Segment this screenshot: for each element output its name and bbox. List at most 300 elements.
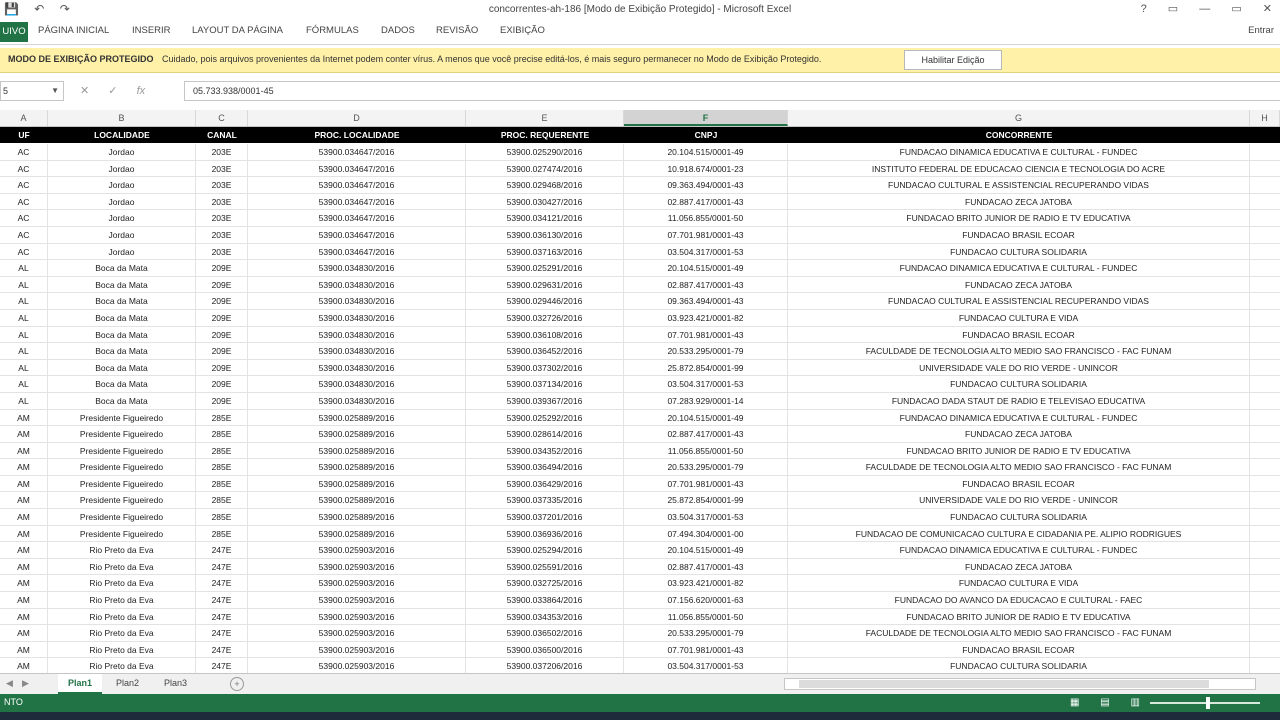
sheet-tab-bar xyxy=(0,673,1280,694)
table-row xyxy=(0,509,1280,526)
cell-localidade[interactable]: Rio Preto da Eva xyxy=(48,625,196,641)
table-row xyxy=(0,492,1280,509)
tab-file[interactable]: UIVO xyxy=(0,22,28,42)
cell-localidade[interactable]: Jordao xyxy=(48,227,196,243)
cell-cnpj[interactable]: 11.056.855/0001-50 xyxy=(624,443,788,459)
enable-editing-button[interactable]: Habilitar Edição xyxy=(904,50,1002,70)
cell-proc-localidade[interactable]: 53900.025903/2016 xyxy=(248,625,466,641)
cell-cnpj[interactable]: 03.504.317/0001-53 xyxy=(624,244,788,260)
cell-localidade[interactable]: Jordao xyxy=(48,177,196,193)
cell-concorrente[interactable]: FUNDACAO BRASIL ECOAR xyxy=(788,476,1250,492)
cell-localidade[interactable]: Rio Preto da Eva xyxy=(48,542,196,558)
tab-pagina-inicial[interactable]: PÁGINA INICIAL xyxy=(38,25,110,36)
cell-cnpj[interactable]: 07.494.304/0001-00 xyxy=(624,526,788,542)
cell-proc-requerente[interactable]: 53900.029446/2016 xyxy=(466,293,624,309)
cell-localidade[interactable]: Presidente Figueiredo xyxy=(48,426,196,442)
cell-localidade[interactable]: Boca da Mata xyxy=(48,293,196,309)
chevron-down-icon[interactable]: ▼ xyxy=(51,86,59,95)
column-header-b[interactable]: B xyxy=(48,110,196,126)
cell-localidade[interactable]: Presidente Figueiredo xyxy=(48,410,196,426)
cell-localidade[interactable]: Rio Preto da Eva xyxy=(48,642,196,658)
cell-localidade[interactable]: Rio Preto da Eva xyxy=(48,658,196,674)
table-row xyxy=(0,194,1280,211)
sheet-nav-next-icon[interactable]: ▶ xyxy=(22,678,29,688)
cell-canal[interactable]: 203E xyxy=(196,144,248,160)
enter-icon[interactable]: ✓ xyxy=(108,85,118,97)
cell-cnpj[interactable]: 03.923.421/0001-82 xyxy=(624,310,788,326)
cell-proc-localidade[interactable]: 53900.025889/2016 xyxy=(248,459,466,475)
cell-concorrente[interactable]: FUNDACAO ZECA JATOBA xyxy=(788,559,1250,575)
cell-localidade[interactable]: Presidente Figueiredo xyxy=(48,492,196,508)
cell-cnpj[interactable]: 07.156.620/0001-63 xyxy=(624,592,788,608)
cell-uf[interactable]: AM xyxy=(0,426,48,442)
cell-canal[interactable]: 203E xyxy=(196,210,248,226)
cell-canal[interactable]: 247E xyxy=(196,542,248,558)
cell-localidade[interactable]: Jordao xyxy=(48,210,196,226)
cell-proc-localidade[interactable]: 53900.034830/2016 xyxy=(248,360,466,376)
cell-canal[interactable]: 209E xyxy=(196,376,248,392)
cell-localidade[interactable]: Boca da Mata xyxy=(48,310,196,326)
cell-uf[interactable]: AL xyxy=(0,343,48,359)
column-header-e[interactable]: E xyxy=(466,110,624,126)
cell-cnpj[interactable]: 25.872.854/0001-99 xyxy=(624,360,788,376)
column-header-c[interactable]: C xyxy=(196,110,248,126)
cell-concorrente[interactable]: FUNDACAO DINAMICA EDUCATIVA E CULTURAL - FUNDEC xyxy=(788,144,1250,160)
cell-cnpj[interactable]: 02.887.417/0001-43 xyxy=(624,426,788,442)
cell-proc-localidade[interactable]: 53900.025903/2016 xyxy=(248,609,466,625)
cell-canal[interactable]: 247E xyxy=(196,625,248,641)
cell-canal[interactable]: 285E xyxy=(196,459,248,475)
cell-proc-localidade[interactable]: 53900.025889/2016 xyxy=(248,443,466,459)
cell-proc-localidade[interactable]: 53900.034830/2016 xyxy=(248,343,466,359)
table-row xyxy=(0,426,1280,443)
cell-canal[interactable]: 247E xyxy=(196,592,248,608)
cell-canal[interactable]: 209E xyxy=(196,277,248,293)
cell-proc-requerente[interactable]: 53900.037163/2016 xyxy=(466,244,624,260)
cell-uf[interactable]: AM xyxy=(0,509,48,525)
cell-concorrente[interactable]: UNIVERSIDADE VALE DO RIO VERDE - UNINCOR xyxy=(788,492,1250,508)
cell-proc-requerente[interactable]: 53900.036502/2016 xyxy=(466,625,624,641)
cell-uf[interactable]: AM xyxy=(0,410,48,426)
cell-proc-localidade[interactable]: 53900.034830/2016 xyxy=(248,260,466,276)
table-row xyxy=(0,642,1280,659)
cell-localidade[interactable]: Rio Preto da Eva xyxy=(48,575,196,591)
cell-uf[interactable]: AM xyxy=(0,592,48,608)
cell-concorrente[interactable]: FACULDADE DE TECNOLOGIA ALTO MEDIO SAO FRANCISCO - FAC FUNAM xyxy=(788,459,1250,475)
cell-concorrente[interactable]: FUNDACAO BRITO JUNIOR DE RADIO E TV EDUCATIVA xyxy=(788,443,1250,459)
cell-uf[interactable]: AM xyxy=(0,542,48,558)
cell-proc-requerente[interactable]: 53900.030427/2016 xyxy=(466,194,624,210)
cell-proc-requerente[interactable]: 53900.029468/2016 xyxy=(466,177,624,193)
table-row xyxy=(0,476,1280,493)
cell-localidade[interactable]: Boca da Mata xyxy=(48,343,196,359)
cell-cnpj[interactable]: 09.363.494/0001-43 xyxy=(624,293,788,309)
horizontal-scrollbar[interactable] xyxy=(784,678,1256,690)
cell-proc-requerente[interactable]: 53900.037206/2016 xyxy=(466,658,624,674)
cell-proc-localidade[interactable]: 53900.034647/2016 xyxy=(248,210,466,226)
cell-concorrente[interactable]: FUNDACAO DADA STAUT DE RADIO E TELEVISAO EDUCATIVA xyxy=(788,393,1250,409)
cell-proc-localidade[interactable]: 53900.034647/2016 xyxy=(248,244,466,260)
cell-proc-requerente[interactable]: 53900.028614/2016 xyxy=(466,426,624,442)
cell-concorrente[interactable]: FUNDACAO ZECA JATOBA xyxy=(788,426,1250,442)
header-cnpj[interactable]: CNPJ xyxy=(694,130,718,140)
cell-localidade[interactable]: Boca da Mata xyxy=(48,327,196,343)
cell-concorrente[interactable]: FUNDACAO BRASIL ECOAR xyxy=(788,227,1250,243)
cell-proc-requerente[interactable]: 53900.036500/2016 xyxy=(466,642,624,658)
cell-concorrente[interactable]: FUNDACAO CULTURAL E ASSISTENCIAL RECUPERANDO VIDAS xyxy=(788,293,1250,309)
header-proc-requerente[interactable]: PROC. REQUERENTE xyxy=(500,130,590,140)
cell-concorrente[interactable]: FUNDACAO CULTURA E VIDA xyxy=(788,575,1250,591)
cell-cnpj[interactable]: 03.504.317/0001-53 xyxy=(624,376,788,392)
cell-proc-localidade[interactable]: 53900.034830/2016 xyxy=(248,277,466,293)
cell-cnpj[interactable]: 11.056.855/0001-50 xyxy=(624,609,788,625)
column-header-h[interactable]: H xyxy=(1250,110,1280,126)
cell-cnpj[interactable]: 20.104.515/0001-49 xyxy=(624,410,788,426)
cell-concorrente[interactable]: FUNDACAO DINAMICA EDUCATIVA E CULTURAL - FUNDEC xyxy=(788,410,1250,426)
cell-cnpj[interactable]: 09.363.494/0001-43 xyxy=(624,177,788,193)
cell-uf[interactable]: AL xyxy=(0,277,48,293)
cell-cnpj[interactable]: 11.056.855/0001-50 xyxy=(624,210,788,226)
table-row xyxy=(0,177,1280,194)
sheet-tab-plan1[interactable]: Plan1 xyxy=(58,674,102,694)
cell-cnpj[interactable]: 07.701.981/0001-43 xyxy=(624,327,788,343)
cell-canal[interactable]: 209E xyxy=(196,360,248,376)
cell-canal[interactable]: 247E xyxy=(196,575,248,591)
add-sheet-icon[interactable]: + xyxy=(230,677,244,691)
help-icon[interactable]: ? xyxy=(1140,3,1147,15)
cell-canal[interactable]: 285E xyxy=(196,443,248,459)
cell-uf[interactable]: AM xyxy=(0,476,48,492)
cell-proc-requerente[interactable]: 53900.036452/2016 xyxy=(466,343,624,359)
table-row xyxy=(0,559,1280,576)
cell-uf[interactable]: AM xyxy=(0,526,48,542)
cell-cnpj[interactable]: 20.104.515/0001-49 xyxy=(624,260,788,276)
formula-icons xyxy=(80,84,161,97)
cell-proc-requerente[interactable]: 53900.037335/2016 xyxy=(466,492,624,508)
cell-proc-localidade[interactable]: 53900.025889/2016 xyxy=(248,509,466,525)
cell-uf[interactable]: AM xyxy=(0,575,48,591)
cell-canal[interactable]: 209E xyxy=(196,343,248,359)
cell-concorrente[interactable]: FUNDACAO BRITO JUNIOR DE RADIO E TV EDUCATIVA xyxy=(788,210,1250,226)
cell-uf[interactable]: AL xyxy=(0,376,48,392)
cell-proc-localidade[interactable]: 53900.034647/2016 xyxy=(248,161,466,177)
cell-concorrente[interactable]: FACULDADE DE TECNOLOGIA ALTO MEDIO SAO FRANCISCO - FAC FUNAM xyxy=(788,343,1250,359)
cell-concorrente[interactable]: FUNDACAO CULTURA SOLIDARIA xyxy=(788,244,1250,260)
table-row xyxy=(0,459,1280,476)
cell-concorrente[interactable]: FUNDACAO CULTURA SOLIDARIA xyxy=(788,376,1250,392)
cell-concorrente[interactable]: FUNDACAO DINAMICA EDUCATIVA E CULTURAL - FUNDEC xyxy=(788,542,1250,558)
table-row xyxy=(0,575,1280,592)
column-header-a[interactable]: A xyxy=(0,110,48,126)
cell-localidade[interactable]: Rio Preto da Eva xyxy=(48,592,196,608)
sheet-tab-plan3[interactable]: Plan3 xyxy=(164,678,188,688)
cell-canal[interactable]: 209E xyxy=(196,293,248,309)
cell-canal[interactable]: 247E xyxy=(196,609,248,625)
cell-localidade[interactable]: Presidente Figueiredo xyxy=(48,476,196,492)
formula-input[interactable] xyxy=(184,81,1280,101)
scrollbar-thumb[interactable] xyxy=(799,680,1209,688)
redo-icon[interactable]: ↷ xyxy=(59,2,70,16)
cell-uf[interactable]: AC xyxy=(0,244,48,260)
table-row xyxy=(0,592,1280,609)
cell-canal[interactable]: 209E xyxy=(196,393,248,409)
cell-cnpj[interactable]: 07.701.981/0001-43 xyxy=(624,227,788,243)
tab-exibicao[interactable]: EXIBIÇÃO xyxy=(500,25,545,36)
cell-proc-requerente[interactable]: 53900.036108/2016 xyxy=(466,327,624,343)
cell-proc-requerente[interactable]: 53900.029631/2016 xyxy=(466,277,624,293)
normal-view-icon[interactable]: ▦ xyxy=(1070,697,1080,708)
tab-layout-da-pagina[interactable]: LAYOUT DA PÁGINA xyxy=(192,25,283,36)
cell-cnpj[interactable]: 03.504.317/0001-53 xyxy=(624,658,788,674)
tab-inserir[interactable]: INSERIR xyxy=(132,25,171,36)
cell-proc-requerente[interactable]: 53900.034121/2016 xyxy=(466,210,624,226)
cell-localidade[interactable]: Rio Preto da Eva xyxy=(48,559,196,575)
cell-canal[interactable]: 285E xyxy=(196,476,248,492)
cell-proc-requerente[interactable]: 53900.036936/2016 xyxy=(466,526,624,542)
cell-proc-requerente[interactable]: 53900.025290/2016 xyxy=(466,144,624,160)
cell-proc-requerente[interactable]: 53900.025294/2016 xyxy=(466,542,624,558)
cell-concorrente[interactable]: UNIVERSIDADE VALE DO RIO VERDE - UNINCOR xyxy=(788,360,1250,376)
cell-uf[interactable]: AL xyxy=(0,293,48,309)
cell-concorrente[interactable]: FUNDACAO BRASIL ECOAR xyxy=(788,327,1250,343)
cell-uf[interactable]: AC xyxy=(0,177,48,193)
cell-concorrente[interactable]: FACULDADE DE TECNOLOGIA ALTO MEDIO SAO FRANCISCO - FAC FUNAM xyxy=(788,625,1250,641)
cell-proc-requerente[interactable]: 53900.027474/2016 xyxy=(466,161,624,177)
cell-uf[interactable]: AM xyxy=(0,492,48,508)
cell-canal[interactable]: 247E xyxy=(196,559,248,575)
cell-cnpj[interactable]: 20.533.295/0001-79 xyxy=(624,459,788,475)
sign-in-link[interactable]: Entrar xyxy=(1248,25,1274,36)
cell-localidade[interactable]: Presidente Figueiredo xyxy=(48,526,196,542)
cell-uf[interactable]: AM xyxy=(0,443,48,459)
cell-proc-requerente[interactable]: 53900.036429/2016 xyxy=(466,476,624,492)
cell-canal[interactable]: 209E xyxy=(196,327,248,343)
cell-cnpj[interactable]: 20.533.295/0001-79 xyxy=(624,625,788,641)
tab-dados[interactable]: DADOS xyxy=(381,25,415,36)
cell-concorrente[interactable]: FUNDACAO CULTURA E VIDA xyxy=(788,310,1250,326)
ribbon-display-icon[interactable]: ▭ xyxy=(1167,3,1179,15)
header-proc-localidade[interactable]: PROC. LOCALIDADE xyxy=(314,130,400,140)
cell-proc-localidade[interactable]: 53900.025903/2016 xyxy=(248,575,466,591)
cell-proc-requerente[interactable]: 53900.034353/2016 xyxy=(466,609,624,625)
tab-formulas[interactable]: FÓRMULAS xyxy=(306,25,359,36)
cell-localidade[interactable]: Jordao xyxy=(48,194,196,210)
cell-proc-localidade[interactable]: 53900.025903/2016 xyxy=(248,592,466,608)
cell-proc-requerente[interactable]: 53900.037134/2016 xyxy=(466,376,624,392)
cell-cnpj[interactable]: 20.104.515/0001-49 xyxy=(624,144,788,160)
name-box[interactable] xyxy=(0,81,64,101)
cell-concorrente[interactable]: FUNDACAO BRASIL ECOAR xyxy=(788,642,1250,658)
cell-proc-localidade[interactable]: 53900.034647/2016 xyxy=(248,144,466,160)
tab-revisao[interactable]: REVISÃO xyxy=(436,25,479,36)
cell-cnpj[interactable]: 02.887.417/0001-43 xyxy=(624,559,788,575)
cell-proc-localidade[interactable]: 53900.034830/2016 xyxy=(248,327,466,343)
cell-concorrente[interactable]: FUNDACAO CULTURAL E ASSISTENCIAL RECUPERANDO VIDAS xyxy=(788,177,1250,193)
cell-proc-requerente[interactable]: 53900.032726/2016 xyxy=(466,310,624,326)
cell-cnpj[interactable]: 02.887.417/0001-43 xyxy=(624,277,788,293)
cell-concorrente[interactable]: FUNDACAO ZECA JATOBA xyxy=(788,277,1250,293)
cell-localidade[interactable]: Presidente Figueiredo xyxy=(48,443,196,459)
cell-proc-requerente[interactable]: 53900.025591/2016 xyxy=(466,559,624,575)
cell-canal[interactable]: 285E xyxy=(196,426,248,442)
cell-proc-requerente[interactable]: 53900.032725/2016 xyxy=(466,575,624,591)
cell-proc-requerente[interactable]: 53900.037302/2016 xyxy=(466,360,624,376)
cell-proc-localidade[interactable]: 53900.034830/2016 xyxy=(248,293,466,309)
cell-concorrente[interactable]: FUNDACAO DINAMICA EDUCATIVA E CULTURAL - FUNDEC xyxy=(788,260,1250,276)
cell-localidade[interactable]: Jordao xyxy=(48,144,196,160)
cell-localidade[interactable]: Rio Preto da Eva xyxy=(48,609,196,625)
cell-canal[interactable]: 203E xyxy=(196,194,248,210)
zoom-slider[interactable] xyxy=(1150,702,1260,704)
cell-proc-localidade[interactable]: 53900.025889/2016 xyxy=(248,426,466,442)
header-concorrente[interactable]: CONCORRENTE xyxy=(985,130,1053,140)
cell-cnpj[interactable]: 03.504.317/0001-53 xyxy=(624,509,788,525)
header-localidade[interactable]: LOCALIDADE xyxy=(94,130,150,140)
protected-view-bar xyxy=(0,48,1280,73)
cell-concorrente[interactable]: FUNDACAO CULTURA SOLIDARIA xyxy=(788,509,1250,525)
cell-proc-localidade[interactable]: 53900.025903/2016 xyxy=(248,559,466,575)
table-row xyxy=(0,526,1280,543)
cell-uf[interactable]: AC xyxy=(0,210,48,226)
cell-proc-requerente[interactable]: 53900.025291/2016 xyxy=(466,260,624,276)
cell-uf[interactable]: AL xyxy=(0,360,48,376)
close-icon[interactable]: ✕ xyxy=(1262,3,1272,15)
save-icon[interactable]: 💾 xyxy=(4,2,19,16)
column-header-f[interactable]: F xyxy=(624,110,788,126)
cell-cnpj[interactable]: 20.104.515/0001-49 xyxy=(624,542,788,558)
cell-canal[interactable]: 209E xyxy=(196,310,248,326)
cell-localidade[interactable]: Boca da Mata xyxy=(48,360,196,376)
cell-canal[interactable]: 285E xyxy=(196,526,248,542)
title-bar xyxy=(0,0,1280,20)
cell-uf[interactable]: AC xyxy=(0,144,48,160)
cell-uf[interactable]: AL xyxy=(0,260,48,276)
cell-proc-requerente[interactable]: 53900.037201/2016 xyxy=(466,509,624,525)
cell-localidade[interactable]: Presidente Figueiredo xyxy=(48,459,196,475)
cell-cnpj[interactable]: 10.918.674/0001-23 xyxy=(624,161,788,177)
cell-uf[interactable]: AC xyxy=(0,194,48,210)
cell-localidade[interactable]: Boca da Mata xyxy=(48,393,196,409)
cell-proc-localidade[interactable]: 53900.034830/2016 xyxy=(248,393,466,409)
cell-uf[interactable]: AC xyxy=(0,227,48,243)
cell-proc-localidade[interactable]: 53900.034830/2016 xyxy=(248,310,466,326)
cell-localidade[interactable]: Presidente Figueiredo xyxy=(48,509,196,525)
cell-proc-localidade[interactable]: 53900.034830/2016 xyxy=(248,376,466,392)
cell-localidade[interactable]: Jordao xyxy=(48,161,196,177)
cell-cnpj[interactable]: 25.872.854/0001-99 xyxy=(624,492,788,508)
table-row xyxy=(0,376,1280,393)
cell-canal[interactable]: 203E xyxy=(196,244,248,260)
cell-canal[interactable]: 203E xyxy=(196,161,248,177)
cell-canal[interactable]: 285E xyxy=(196,509,248,525)
insert-function-icon[interactable]: fx xyxy=(136,85,146,97)
cell-cnpj[interactable]: 07.701.981/0001-43 xyxy=(624,476,788,492)
cell-concorrente[interactable]: FUNDACAO DE COMUNICACAO CULTURA E CIDADANIA PE. ALIPIO RODRIGUES xyxy=(788,526,1250,542)
cancel-icon[interactable]: ✕ xyxy=(80,85,90,97)
cell-cnpj[interactable]: 03.923.421/0001-82 xyxy=(624,575,788,591)
header-uf[interactable]: UF xyxy=(18,130,30,140)
cell-concorrente[interactable]: INSTITUTO FEDERAL DE EDUCACAO CIENCIA E TECNOLOGIA DO ACRE xyxy=(788,161,1250,177)
cell-localidade[interactable]: Boca da Mata xyxy=(48,376,196,392)
cell-uf[interactable]: AL xyxy=(0,393,48,409)
cell-concorrente[interactable]: FUNDACAO ZECA JATOBA xyxy=(788,194,1250,210)
cell-uf[interactable]: AL xyxy=(0,327,48,343)
cell-proc-requerente[interactable]: 53900.033864/2016 xyxy=(466,592,624,608)
cell-proc-requerente[interactable]: 53900.025292/2016 xyxy=(466,410,624,426)
cell-proc-localidade[interactable]: 53900.034647/2016 xyxy=(248,194,466,210)
cell-proc-localidade[interactable]: 53900.025889/2016 xyxy=(248,476,466,492)
cell-proc-localidade[interactable]: 53900.025903/2016 xyxy=(248,658,466,674)
sheet-tab-plan2[interactable]: Plan2 xyxy=(116,678,140,688)
window-controls xyxy=(1123,2,1272,15)
table-row xyxy=(0,327,1280,344)
page-break-view-icon[interactable]: ▥ xyxy=(1130,697,1140,708)
zoom-slider-thumb[interactable] xyxy=(1206,697,1210,709)
cell-cnpj[interactable]: 07.283.929/0001-14 xyxy=(624,393,788,409)
cell-uf[interactable]: AM xyxy=(0,642,48,658)
cell-proc-localidade[interactable]: 53900.025889/2016 xyxy=(248,526,466,542)
maximize-icon[interactable]: ▭ xyxy=(1231,3,1242,15)
cell-canal[interactable]: 247E xyxy=(196,658,248,674)
cell-canal[interactable]: 285E xyxy=(196,492,248,508)
cell-uf[interactable]: AM xyxy=(0,459,48,475)
column-header-d[interactable]: D xyxy=(248,110,466,126)
cell-proc-localidade[interactable]: 53900.034647/2016 xyxy=(248,177,466,193)
cell-proc-localidade[interactable]: 53900.025903/2016 xyxy=(248,642,466,658)
cell-proc-requerente[interactable]: 53900.036130/2016 xyxy=(466,227,624,243)
cell-concorrente[interactable]: FUNDACAO BRITO JUNIOR DE RADIO E TV EDUCATIVA xyxy=(788,609,1250,625)
cell-uf[interactable]: AM xyxy=(0,559,48,575)
cell-concorrente[interactable]: FUNDACAO CULTURA SOLIDARIA xyxy=(788,658,1250,674)
cell-cnpj[interactable]: 20.533.295/0001-79 xyxy=(624,343,788,359)
cell-proc-requerente[interactable]: 53900.039367/2016 xyxy=(466,393,624,409)
cell-localidade[interactable]: Boca da Mata xyxy=(48,260,196,276)
table-row xyxy=(0,293,1280,310)
cell-proc-localidade[interactable]: 53900.034647/2016 xyxy=(248,227,466,243)
cell-uf[interactable]: AM xyxy=(0,658,48,674)
cell-canal[interactable]: 209E xyxy=(196,260,248,276)
cell-proc-requerente[interactable]: 53900.034352/2016 xyxy=(466,443,624,459)
cell-cnpj[interactable]: 07.701.981/0001-43 xyxy=(624,642,788,658)
cell-proc-localidade[interactable]: 53900.025903/2016 xyxy=(248,542,466,558)
cell-concorrente[interactable]: FUNDACAO DO AVANCO DA EDUCACAO E CULTURAL - FAEC xyxy=(788,592,1250,608)
cell-uf[interactable]: AL xyxy=(0,310,48,326)
cell-uf[interactable]: AC xyxy=(0,161,48,177)
table-row xyxy=(0,542,1280,559)
table-row xyxy=(0,210,1280,227)
cell-localidade[interactable]: Jordao xyxy=(48,244,196,260)
table-row xyxy=(0,260,1280,277)
column-header-g[interactable]: G xyxy=(788,110,1250,126)
cell-canal[interactable]: 203E xyxy=(196,177,248,193)
cell-canal[interactable]: 203E xyxy=(196,227,248,243)
sheet-nav-prev-icon[interactable]: ◀ xyxy=(6,678,13,688)
page-layout-view-icon[interactable]: ▤ xyxy=(1100,697,1110,708)
header-canal[interactable]: CANAL xyxy=(207,130,237,140)
undo-icon[interactable]: ↶ xyxy=(34,2,45,16)
minimize-icon[interactable]: — xyxy=(1199,3,1211,15)
cell-cnpj[interactable]: 02.887.417/0001-43 xyxy=(624,194,788,210)
cell-proc-localidade[interactable]: 53900.025889/2016 xyxy=(248,492,466,508)
cell-canal[interactable]: 247E xyxy=(196,642,248,658)
cell-proc-requerente[interactable]: 53900.036494/2016 xyxy=(466,459,624,475)
cell-uf[interactable]: AM xyxy=(0,625,48,641)
cell-proc-localidade[interactable]: 53900.025889/2016 xyxy=(248,410,466,426)
cell-localidade[interactable]: Boca da Mata xyxy=(48,277,196,293)
protected-view-message: Cuidado, pois arquivos provenientes da Internet podem conter vírus. A menos que você precise editá-los, é mais seguro permanecer no Modo de Exibição Protegido. xyxy=(162,54,822,64)
cell-canal[interactable]: 285E xyxy=(196,410,248,426)
cell-uf[interactable]: AM xyxy=(0,609,48,625)
